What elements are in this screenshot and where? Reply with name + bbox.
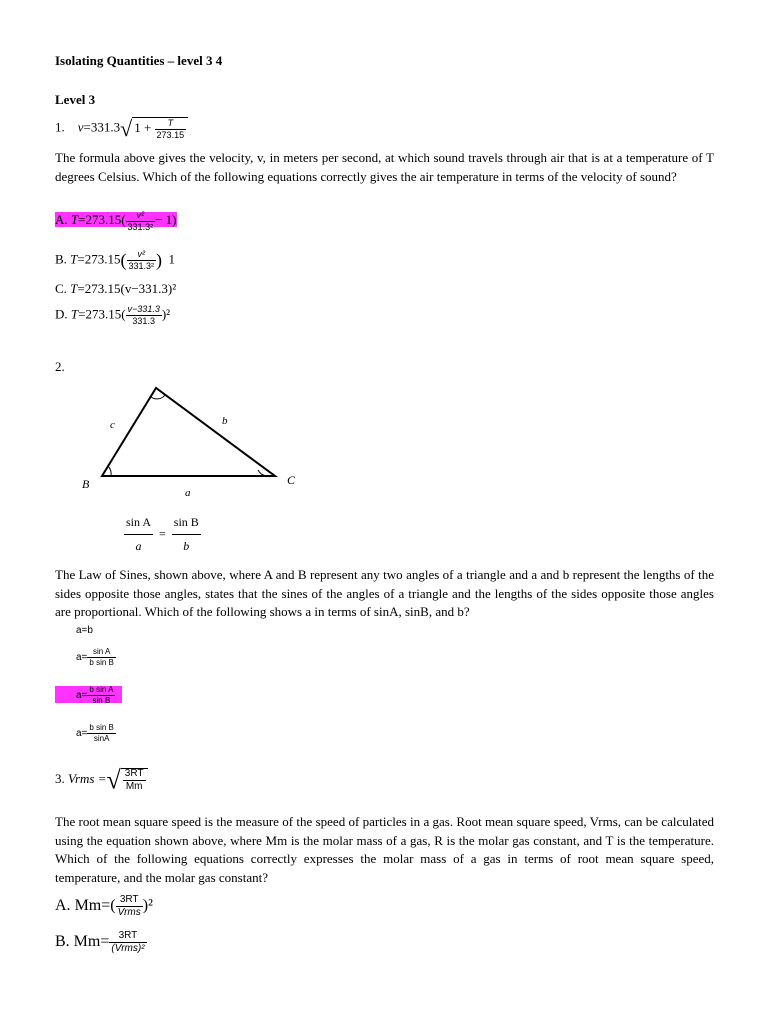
q3-option-a-lhs: Mm= [74,897,111,915]
q1-option-a[interactable] [55,211,177,232]
q1-eq: =331.3 [83,119,121,135]
q3-number: 3. [55,770,65,786]
sqrt-icon: √ [106,765,121,795]
q2-option-4-num: b sin B [89,723,114,732]
q3-option-a-tail: )² [142,897,153,915]
q1-radicand [132,117,188,140]
q3-option-b-letter: B. [55,933,70,951]
q1-option-d-fraction [126,305,162,326]
q1-option-a-highlight [55,210,177,232]
law-right-fraction [172,515,201,554]
q2-option-2[interactable] [76,648,116,667]
q2-option-3[interactable] [76,686,115,705]
q3-den: Mm [125,781,143,792]
angle-b-arc [108,466,111,476]
q1-option-b-var: T [70,251,78,267]
q1-option-d-expr: =273.15( [78,306,126,322]
q3-option-a-open: ( [110,897,116,915]
q1-option-a-expr: =273.15( [78,212,126,228]
q1-option-d-den: 331.3 [132,316,155,326]
q1-option-a-tail: − 1) [155,212,177,228]
q3-option-a-num: 3RT [116,895,143,907]
q2-text: The Law of Sines, shown above, where A and B represent any two angles of a triangle and a and b represent the lengths of the sides opposite those angles, states that the sines of the angles of a triangle and the lengths of the sides opposite those angles are proportional. Which of the following shows a in terms of sinA, sinB, and b? [55,567,714,619]
label-b: b [222,415,228,427]
q2-option-3-fraction [87,686,115,705]
q3-formula [55,765,148,795]
q1-text: The formula above gives the velocity, v, in meters per second, at which sound travels through air that is at a temperature of T degrees Celsius. Which of the following equations correctly gives the air temperature in terms of the velocity of sound? [55,150,714,184]
q3-option-b-lhs: Mm= [73,933,110,951]
q2-option-3-den: sin B [92,696,111,705]
q1-option-a-var: T [70,212,79,228]
q2-option-3-num: b sin A [89,685,114,694]
q1-fraction [155,119,187,140]
q3-option-b-fraction [109,931,146,954]
law-left-fraction [124,515,153,554]
q2-option-2-num: sin A [87,648,115,658]
q1-option-a-den: 331.3² [127,222,154,232]
law-of-sines [124,515,201,554]
label-a: a [185,487,191,499]
q3-option-b-num: 3RT [109,931,146,943]
q3-option-b[interactable] [55,931,147,954]
q1-option-b-tail: 1 [168,251,176,267]
q1-option-d[interactable] [55,305,170,326]
q1-radicand-one: 1 + [134,120,152,135]
page-title: Isolating Quantities – level 3 4 [55,53,223,68]
q3-radicand [121,768,148,792]
q1-option-a-num: v² [126,211,156,222]
q3-option-a-letter: A. [55,897,71,915]
q1-option-d-var: T [70,306,79,322]
vertex-b: B [82,477,90,491]
q1-option-b[interactable]: B. T=273.15( $\frac{\text{v²}}{\text{331.3²}}$ ) 1 [55,249,176,271]
label-c: c [110,419,115,431]
level-heading: Level 3 [55,92,96,107]
q1-option-d-tail: )² [161,306,171,322]
law-equals: = [159,526,166,541]
q2-option-4-fraction [87,724,115,743]
law-right-num: sin B [172,515,201,535]
q1-lhs: v [77,119,84,135]
q1-option-c-expr: =273.15(v−331.3)² [77,281,177,296]
q1-frac-den: 273.15 [156,129,185,140]
q3-num: 3RT [124,768,144,779]
q3-option-a-fraction [116,895,143,918]
q2-option-4[interactable] [76,724,116,743]
q1-option-a-letter: A. [55,212,68,228]
q3-lhs: Vrms = [68,770,107,786]
law-left-den: a [135,539,142,553]
q2-option-3-prefix: a= [76,690,88,702]
q2-number: 2. [55,359,65,374]
q1-frac-num: T [155,119,187,130]
q3-fraction [123,769,146,792]
q2-option-2-fraction [87,648,115,667]
q1-number: 1. [55,119,65,135]
triangle-diagram [80,380,310,505]
q2-option-4-prefix: a= [76,728,88,740]
q1-option-d-letter: D. [55,306,68,322]
q2-option-2-prefix: a= [76,652,88,664]
triangle-shape [102,388,275,476]
q1-option-c[interactable] [55,281,176,297]
q1-option-b-den: 331.3² [128,261,155,271]
q1-option-c-letter: C. [55,281,67,296]
q3-option-a[interactable] [55,895,153,918]
sqrt-icon: √ [120,115,133,141]
vertex-c: C [287,473,296,487]
q2-option-1[interactable]: a=b [76,625,93,636]
q3-option-a-den: Vrms [117,907,141,918]
q1-option-b-letter: B. [55,251,67,267]
q1-option-d-num: v−331.3 [127,304,160,314]
q1-option-a-fraction [126,211,156,232]
q1-option-b-fraction [127,250,157,271]
q2-option-4-den: sinA [93,734,110,743]
law-right-den: b [183,539,190,553]
law-left-num: sin A [124,515,153,535]
q3-option-b-den: (Vrms)² [111,943,145,954]
q1-option-b-num: v² [127,250,157,261]
q2-option-2-den: b sin B [89,658,114,667]
q1-option-b-expr: =273.15 [77,251,121,267]
q1-formula [55,117,188,140]
q3-text: The root mean square speed is the measure of the speed of particles in a gas. Root mean square speed, Vrms, can be calculated using the equation shown above, where Mm is the molar mass of a gas, R is the molar gas constant, and T is the temperature. Which of the following equations correctly expresses the molar mass of a gas in terms of root mean square speed, temperature, and the molar gas constant? [55,814,714,885]
q1-option-c-var: T [70,281,78,296]
